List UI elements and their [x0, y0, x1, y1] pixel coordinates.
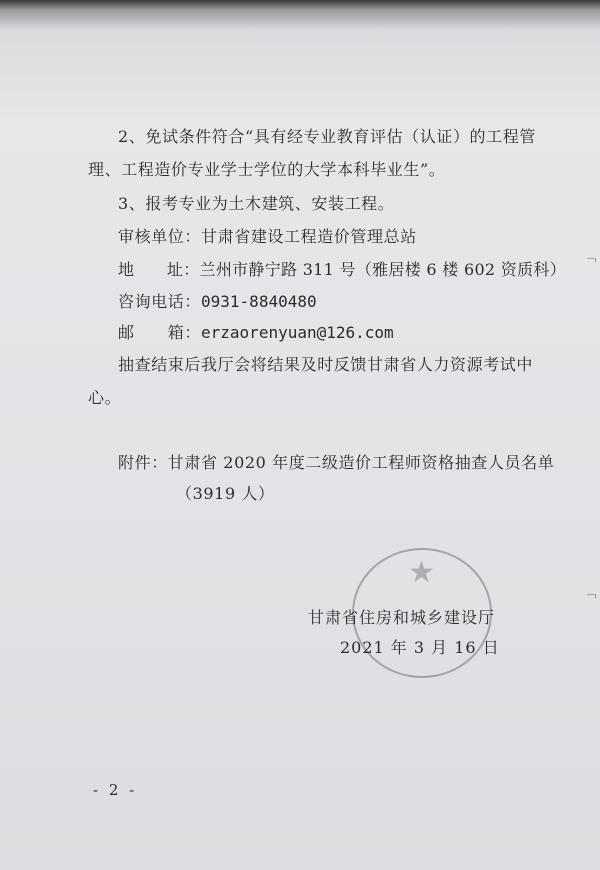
address: 兰州市静宁路 311 号（雅居楼 6 楼 602 资质科） [199, 260, 566, 279]
email: erzaorenyuan@126.com [201, 323, 394, 342]
item2-line2: 理、工程造价专业学士学位的大学本科毕业生”。 [88, 160, 446, 179]
signing-organization: 甘肃省住房和城乡建设厅 [308, 608, 496, 627]
closing-line1: 抽查结束后我厅会将结果及时反馈甘肃省人力资源考试中 [118, 355, 534, 374]
review-unit-row [118, 227, 417, 247]
address-label: 地 址： [118, 260, 200, 279]
review-unit: 甘肃省建设工程造价管理总站 [201, 227, 417, 246]
item2-line1: 2、免试条件符合“具有经专业教育评估（认证）的工程管 [118, 127, 536, 146]
attachment-line2: （3919 人） [176, 484, 275, 503]
binding-mark: ﹁ [584, 250, 597, 264]
closing-line2: 心。 [88, 388, 122, 407]
attachment-line1: 附件：甘肃省 2020 年度二级造价工程师资格抽查人员名单 [118, 453, 555, 472]
review-unit-label: 审核单位： [118, 227, 202, 246]
signing-date: 2021 年 3 月 16 日 [340, 638, 500, 657]
item3: 3、报考专业为土木建筑、安装工程。 [118, 194, 395, 213]
page-top-shadow [0, 0, 600, 30]
address-row [118, 260, 566, 280]
binding-mark: ﹁ [584, 586, 597, 600]
phone-label: 咨询电话： [118, 292, 202, 311]
email-row [118, 323, 394, 343]
seal-star-icon: ★ [408, 555, 435, 590]
phone: 0931-8840480 [201, 292, 317, 311]
page-number: - 2 - [93, 781, 138, 799]
phone-row [118, 292, 317, 312]
email-label: 邮 箱： [118, 323, 202, 342]
